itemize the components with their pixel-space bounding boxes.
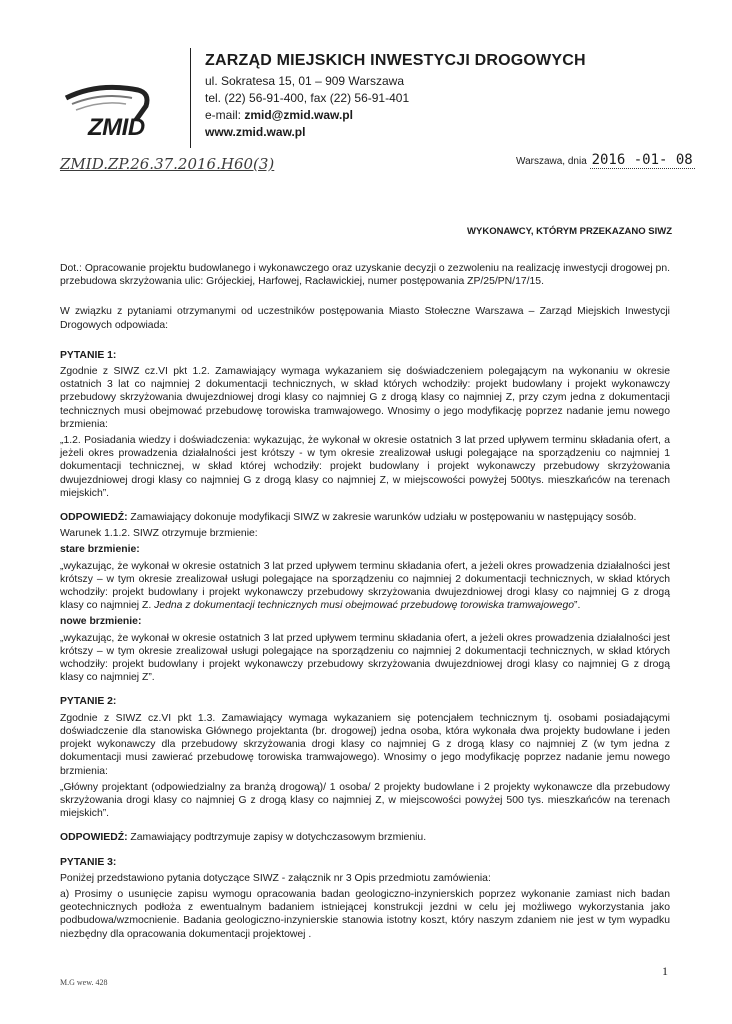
question-3-intro: Poniżej przedstawiono pytania dotyczące SIWZ - załącznik nr 3 Opis przedmiotu zamówienia: [60,872,491,884]
old-wording-end: ”. [574,600,581,612]
question-3-heading: PYTANIE 3: [60,856,117,868]
letter-body [60,262,670,944]
logo-text: ZMID [88,114,145,141]
old-wording-italic: Jedna z dokumentacji technicznych musi obejmować przebudowę torowiska tramwajowego [154,600,574,612]
answer-1 [60,511,670,524]
old-wording-text: „wykazując, że wykonał w okresie ostatnich 3 lat przed upływem terminu składania ofert, a jeżeli okres prowadzenia działalności jest krótszy – w tym okresie zrealizował usługi polegające na sporządzeniu co najmniej 2 dokumentacji technicznych, w skład których wchodziły: projekt budowlany i projekt wykonawczy przebudowy skrzyżowania dwujezdniowej drogi klasy co najmniej G z drogą klasy co najmniej Z. [60,560,670,612]
date-label: Warszawa, dnia [516,156,587,167]
handwritten-reference: ZMID.ZP.26.37.2016.H60(3) [60,155,275,173]
question-2-heading: PYTANIE 2: [60,696,117,708]
email-label: e-mail: [205,108,245,122]
email-link[interactable]: zmid@zmid.waw.pl [244,108,353,122]
old-wording-label: stare brzmienie: [60,544,140,556]
date-stamp: 2016 -01- 08 [591,152,693,168]
organization-name: ZARZĄD MIEJSKICH INWESTYCJI DROGOWYCH [205,52,586,69]
question-2-quote: „Główny projektant (odpowiedzialny za branżą drogową)/ 1 osoba/ 2 projekty budowlane i 2 projekty wykonawcze dla przebudowy skrzyżowania drogi klasy co najmniej G z drogą klasy co najmniej Z, w miejscowości powyżej 500 tys. mieszkańców na terenach miejskich”. [60,781,670,820]
header-divider [190,48,191,148]
footer-code: M.G wew. 428 [60,978,108,987]
website-link[interactable]: www.zmid.waw.pl [205,125,306,139]
addressee: WYKONAWCY, KTÓRYM PRZEKAZANO SIWZ [467,226,672,237]
page-number: 1 [662,964,668,978]
question-1-quote: „1.2. Posiadania wiedzy i doświadczenia: wykazując, że wykonał w okresie ostatnich 3 lat przed upływem terminu składania ofert, a jeżeli okres prowadzenia działalności jest krótszy - w tym okresie zrealizował usługi polegające na sporządzeniu co najmniej 1 dokumentacji technicznej, w skład której wchodziły: projekt budowlany i projekt wykonawczy przebudowy skrzyżowania dwujezdniowej drogi klasy co najmniej G z drogą klasy co najmniej Z, w miejscowości powyżej 500tys. mieszkańców na terenach miejskich”. [60,435,670,499]
organization-address: ul. Sokratesa 15, 01 – 909 Warszawa [205,74,404,88]
question-1-heading: PYTANIE 1: [60,349,117,361]
answer-1-condition: Warunek 1.1.2. SIWZ otrzymuje brzmienie: [60,528,258,540]
answer-2 [60,831,670,844]
answer-1-label: ODPOWIEDŹ: [60,512,128,524]
old-wording [60,560,670,613]
answer-2-label: ODPOWIEDŹ: [60,832,128,844]
zmid-logo [58,76,188,146]
new-wording-text: „wykazując, że wykonał w okresie ostatnich 3 lat przed upływem terminu składania ofert, a jeżeli okres prowadzenia działalności jest krótszy – w tym okresie zrealizował usługi polegające na sporządzeniu co najmniej 2 dokumentacji technicznych, w skład których wchodziły: projekt budowlany i projekt wykonawczy przebudowy skrzyżowania dwujezdniowej drogi klasy co najmniej G z drogą klasy co najmniej Z”. [60,632,670,684]
question-1-text: Zgodnie z SIWZ cz.VI pkt 1.2. Zamawiający wymaga wykazaniem się doświadczeniem polegającym na wykonaniu w okresie ostatnich 3 lat co najmniej 2 dokumentacji technicznych, w skład których wchodziły: projekt budowlany i projekt wykonawczy przebudowy skrzyżowania dwujezdniowej drogi klasy co najmniej G z drogą klasy co najmniej Z, przy czym jedna z dokumentacji technicznych musi obejmować przebudowę torowiska tramwajowego. Wnosimy o jego modyfikację poprzez nadanie jemu nowego brzmienia: [60,366,670,430]
answer-1-text: Zamawiający dokonuje modyfikacji SIWZ w zakresie warunków udziału w postępowaniu w następujący sosób. [127,512,637,524]
organization-phone: tel. (22) 56-91-400, fax (22) 56-91-401 [205,91,410,105]
subject-paragraph: Dot.: Opracowanie projektu budowlanego i wykonawczego oraz uzyskanie decyzji o zezwoleniu na realizację inwestycji drogowej pn. przebudowa skrzyżowania ulic: Grójeckiej, Harfowej, Racławickiej, numer postępowania ZP/25/PN/17/15. [60,263,670,288]
new-wording-label: nowe brzmienie: [60,616,142,628]
date-line [516,152,695,168]
intro-paragraph: W związku z pytaniami otrzymanymi od uczestników postępowania Miasto Stołeczne Warszawa – Zarząd Miejskich Inwestycji Drogowych odpowiada: [60,306,670,331]
organization-email-line [205,108,353,123]
question-3-item-a: a) Prosimy o usunięcie zapisu wymogu opracowania badan geologiczno-inzynierskich poprzez wykonanie zamiast nich badan geotechnicznych podłoża z ewentualnym badaniem istniejącej konstrukcji jezdni w celu jej możliwego wykorzystania jako podbudowa/wzmocnienie. Badania geologiczno-inzynierskie stanowia istotny koszt, który naszym zdaniem nie jest w tym wypadku niezbędny dla opracowania dokumentacji projektowej . [60,888,670,940]
question-2-text: Zgodnie z SIWZ cz.VI pkt 1.3. Zamawiający wymaga wykazaniem się potencjałem technicznym tj. osobami posiadającymi doświadczenie dla stanowiska Głównego projektanta (br. drogowej) jedna osoba, która wykonała dwa projekty budowlane i jeden projekt wykonawczy dla przebudowy skrzyżowania drogi klasy co najmniej G z drogą klasy co najmniej Z (w tym jedna z dokumentacji musi zawierać przebudowę torowiska tramwajowego). Wnosimy o jego modyfikację poprzez nadanie jemu nowego brzmienia: [60,712,670,777]
answer-2-text: Zamawiający podtrzymuje zapisy w dotychczasowym brzmieniu. [127,832,427,844]
